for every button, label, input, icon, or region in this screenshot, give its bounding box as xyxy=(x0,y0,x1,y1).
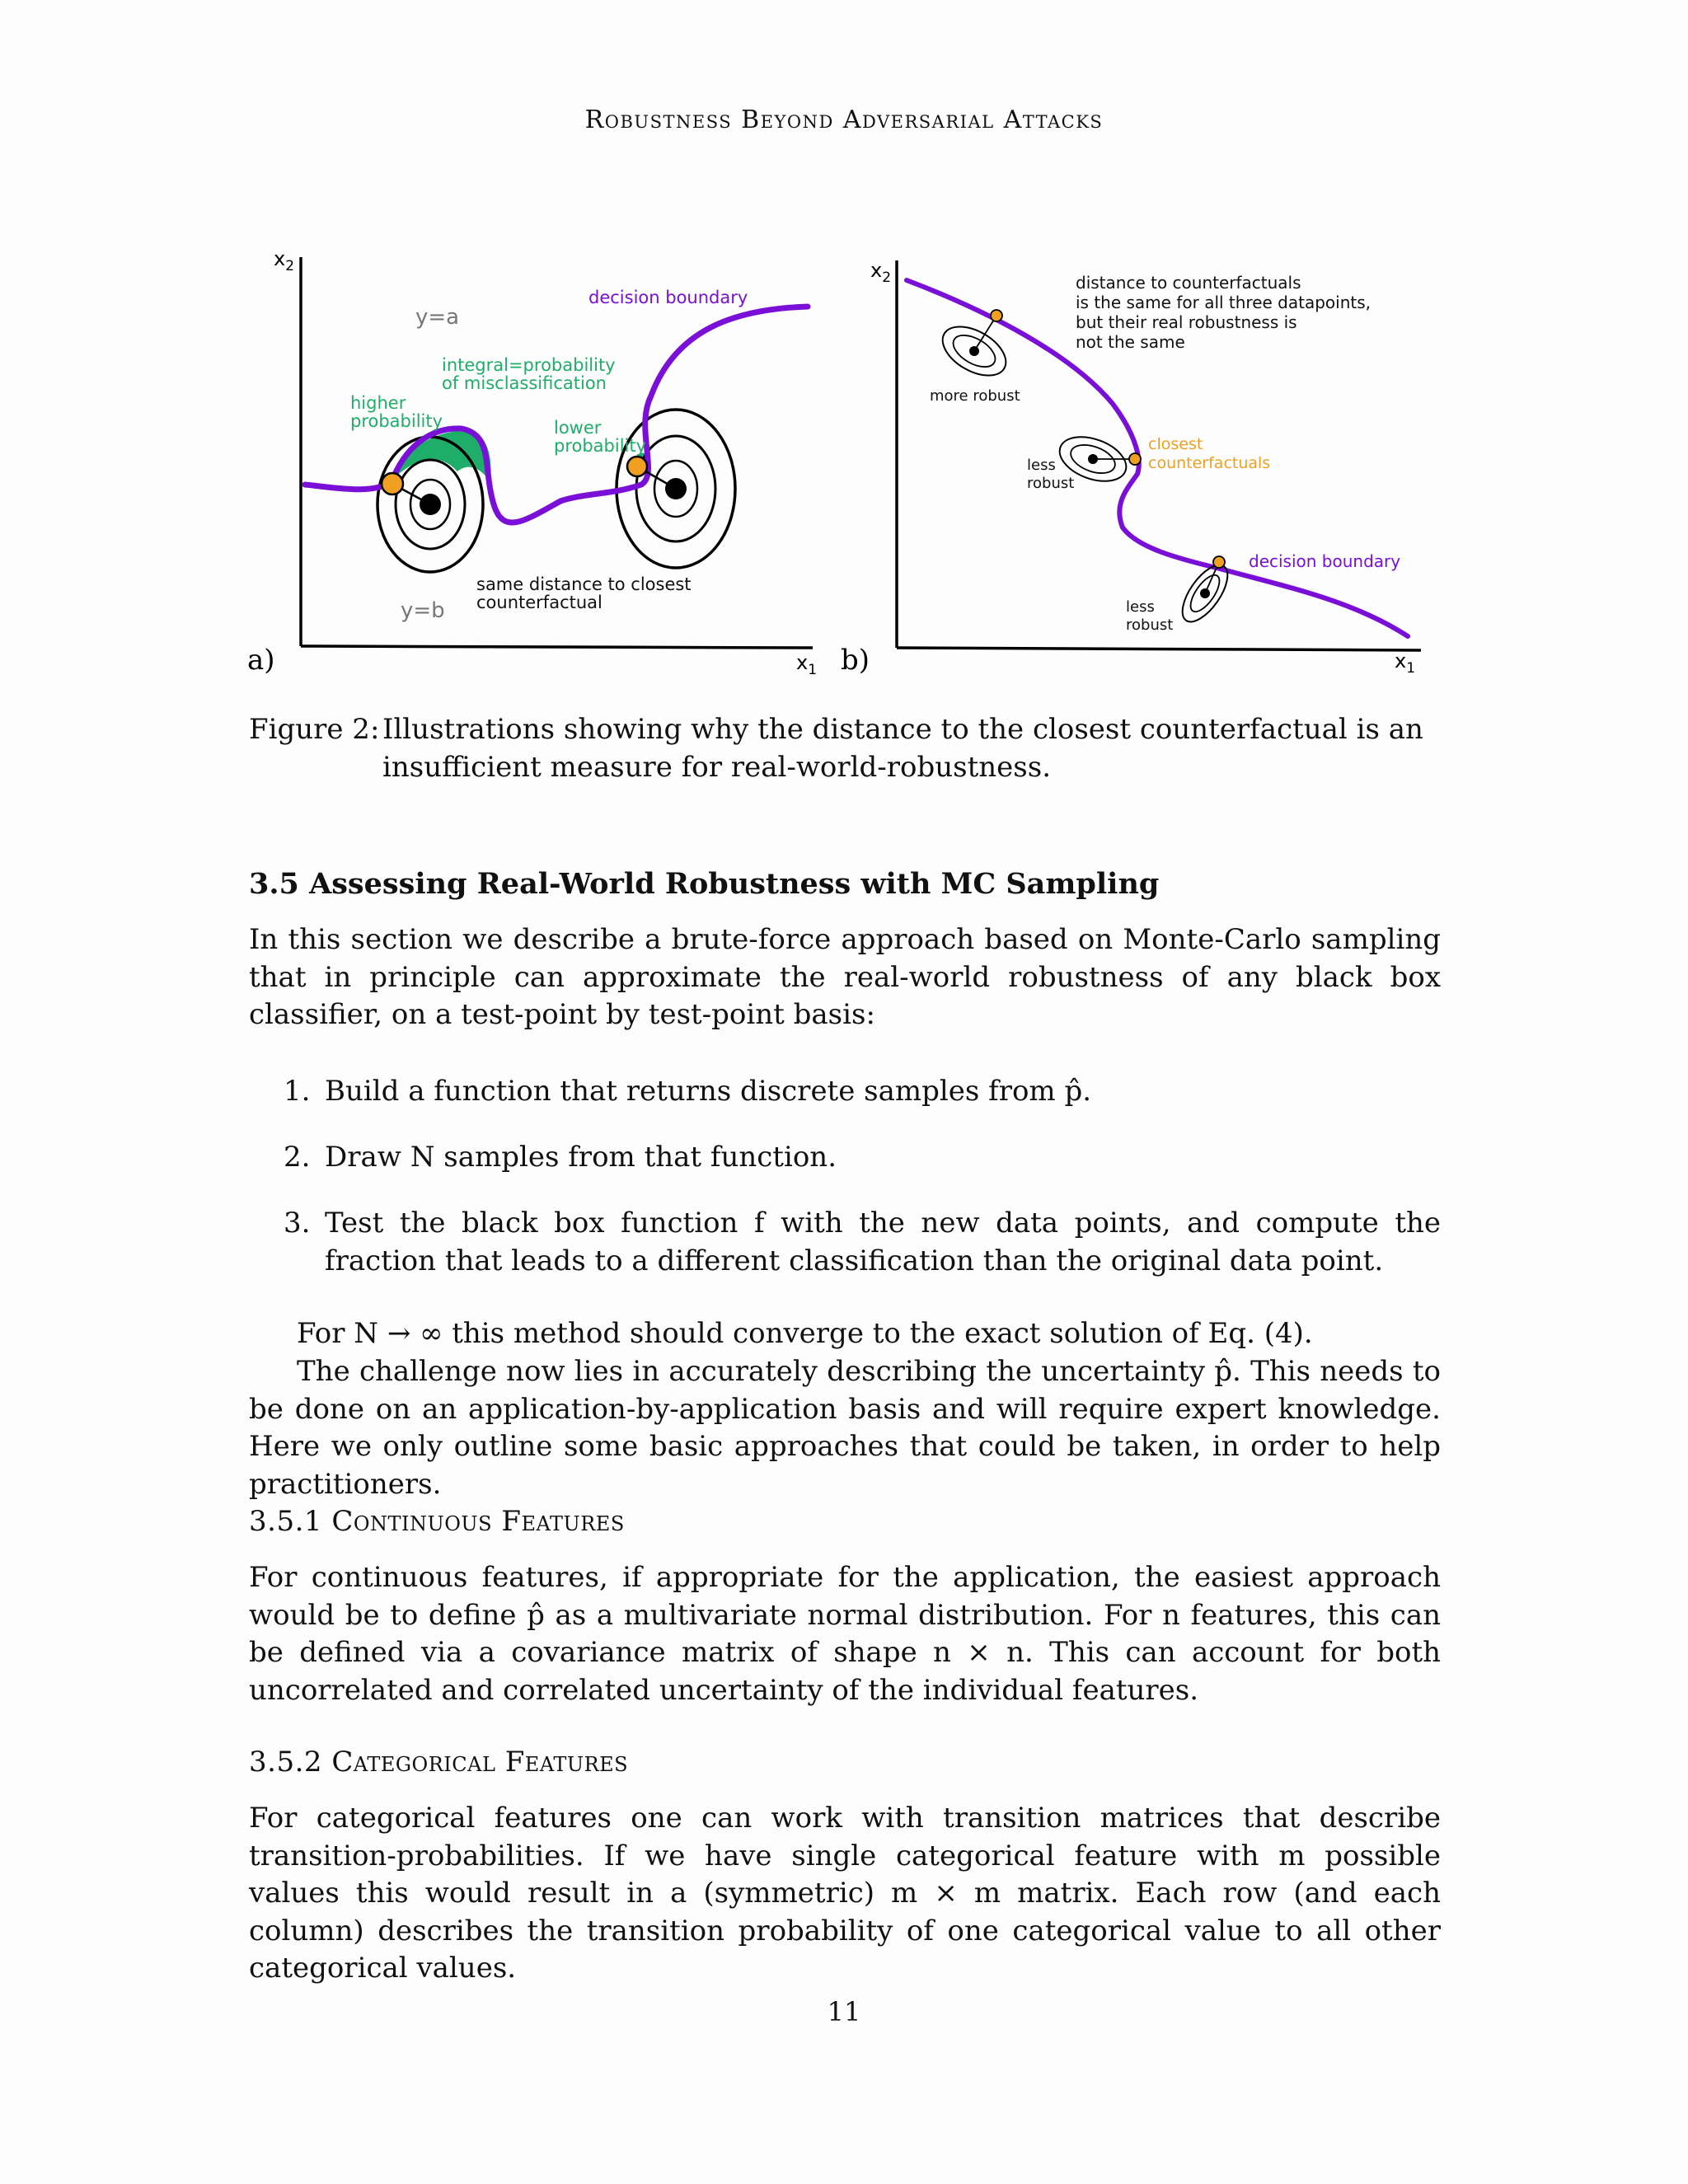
less-robust-label-mid: less robust xyxy=(1027,457,1075,492)
panel-b-label: b) xyxy=(841,644,870,677)
list-item xyxy=(284,1205,1441,1280)
section-intro: In this section we describe a brute-force approach based on Monte-Carlo sampling that in principle can approximate the real-world robustness of any black box classifier, on a test-point by test-point basis: xyxy=(249,923,1441,1031)
caption-label: Figure 2: xyxy=(249,713,380,746)
caption-text: Illustrations showing why the distance to the closest counterfactual is an insufficient measure for real-world-robustness. xyxy=(382,713,1423,784)
subsection-heading-continuous: 3.5.1 Continuous Features xyxy=(249,1505,625,1538)
less-robust-label-bottom: less robust xyxy=(1126,598,1174,634)
boundary-label-b: decision boundary xyxy=(1249,551,1401,571)
lower-probability-label: lower probability xyxy=(554,418,647,456)
panel-a-label: a) xyxy=(247,644,275,677)
panel-b-y-axis-label: $x_2$ xyxy=(870,259,892,286)
paragraph-challenge: The challenge now lies in accurately describing the uncertainty p̂. This needs to be done on an application-by-application basis and will require expert knowledge. Here we only outline some basic approaches that could be taken, in order to help practitioners. xyxy=(249,1355,1441,1501)
list-item-number: 1. xyxy=(284,1075,311,1108)
section-heading: 3.5 Assessing Real-World Robustness with MC Sampling xyxy=(249,867,1160,901)
list-item-number: 2. xyxy=(284,1141,311,1174)
list-item-text: Build a function that returns discrete samples from p̂. xyxy=(325,1075,1092,1108)
list-item-text: Draw N samples from that function. xyxy=(325,1141,837,1174)
counterfactual-bottom xyxy=(1213,556,1225,568)
list-item xyxy=(284,1139,1441,1177)
subsection-heading-categorical: 3.5.2 Categorical Features xyxy=(249,1746,629,1779)
more-robust-label: more robust xyxy=(930,387,1020,405)
region-label-top: y=a xyxy=(415,305,460,330)
counterfactual-point-left xyxy=(382,473,403,494)
panel-b-x-axis xyxy=(897,648,1421,650)
panel-a xyxy=(247,247,817,678)
panel-a-x-axis-label: $x_1$ xyxy=(796,651,818,678)
paragraph-categorical: For categorical features one can work with transition matrices that describe transition-probabilities. If we have single categorical feature with m possible values this would result in a (symmetric) m × m matrix. Each row (and each column) describes the transition probability of one categorical value to all other categorical values. xyxy=(249,1802,1441,1985)
panel-b xyxy=(841,259,1421,677)
counterfactual-top xyxy=(991,310,1002,321)
counterfactual-mid xyxy=(1129,453,1141,465)
list-item-text: Test the black box function f with the new data points, and compute the fraction that leads to a different classification than the original data point. xyxy=(325,1207,1441,1277)
panel-a-x-axis xyxy=(301,646,813,648)
counterfactual-point-right xyxy=(627,457,647,476)
page-number: 11 xyxy=(827,1996,861,2027)
same-distance-label: same distance to closest counterfactual xyxy=(476,574,692,612)
region-label-bottom: y=b xyxy=(401,598,445,623)
panel-b-x-axis-label: $x_1$ xyxy=(1395,649,1416,677)
boundary-label-a: decision boundary xyxy=(588,288,748,307)
list-item-number: 3. xyxy=(284,1207,311,1240)
panel-b-note: distance to counterfactuals is the same for all three datapoints, but their real robustness is not the same xyxy=(1076,273,1372,352)
higher-probability-label: higher probability xyxy=(350,393,443,431)
running-head: Robustness Beyond Adversarial Attacks xyxy=(584,105,1104,134)
closest-counterfactuals-label: closest counterfactuals xyxy=(1148,435,1271,472)
figure-2 xyxy=(0,0,1688,692)
figure-caption xyxy=(249,710,1441,786)
list-item xyxy=(284,1073,1441,1111)
panel-a-y-axis-label: $x_2$ xyxy=(274,247,295,274)
paragraph-convergence: For N → ∞ this method should converge to the exact solution of Eq. (4). xyxy=(297,1317,1313,1350)
integral-label: integral=probability of misclassification xyxy=(442,355,616,393)
paragraph-continuous: For continuous features, if appropriate for the application, the easiest approach would be to define p̂ as a multivariate normal distribution. For n features, this can be defined via a covariance matrix of shape n × n. This can account for both uncorrelated and correlated uncertainty of the individual features. xyxy=(249,1561,1441,1707)
